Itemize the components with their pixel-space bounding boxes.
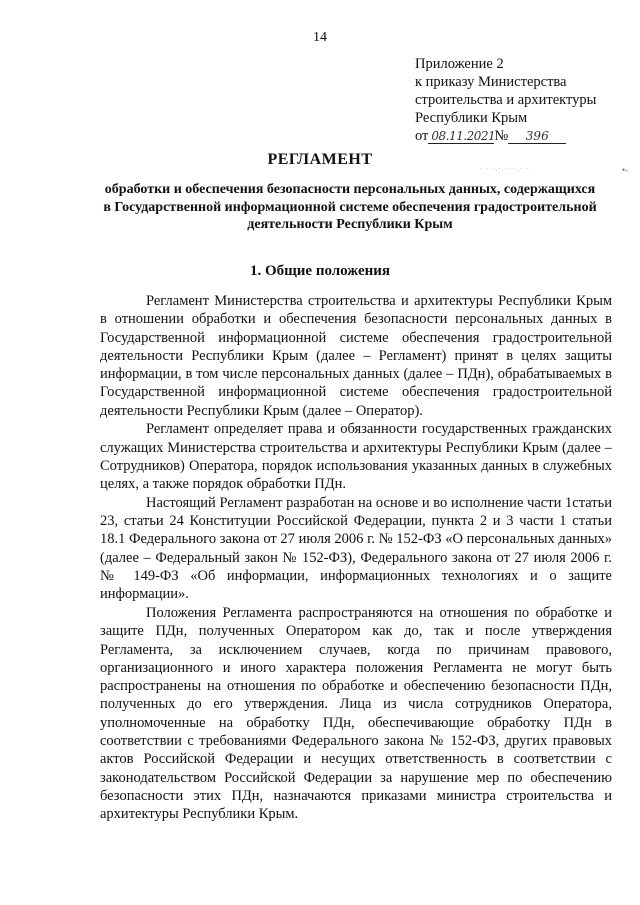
section-heading: 1. Общие положения [249, 263, 391, 279]
page-number: 14 [313, 30, 327, 45]
scan-artifact-edge: •- [622, 165, 629, 175]
appendix-line-4: Республики Крым [415, 110, 528, 126]
appendix-block [415, 55, 596, 145]
document-body [100, 292, 612, 824]
order-date: 08.11.2021 [428, 129, 494, 144]
appendix-line-2: к приказу Министерства [415, 74, 567, 90]
paragraph: Настоящий Регламент разработан на основе и во исполнение части 1статьи 23, статьи 24 Конституции Российской Федерации, пункта 2 и 3 части 1 статьи 18.1 Федерального закона от 27 июля 2006 г. № 152-ФЗ «О персональных данных» (далее – Федеральный закон № 152-ФЗ), Федерального закона от 27 июля 2006 г. № 149-ФЗ «Об информации, информационных технологиях и о защите информации». [100, 494, 612, 603]
paragraph: Регламент Министерства строительства и архитектуры Республики Крым в отношении обработки и обеспечения безопасности персональных данных в Государственной информационной системе обеспечения градостроительной деятельности Республики Крым (далее – Регламент) принят в целях защиты информации, в том числе персональных данных (далее – ПДн), обрабатываемых в Государственной информационной системе обеспечения градостроительной деятельности Республики Крым (далее – Оператор). [100, 293, 612, 419]
document-subtitle: обработки и обеспечения безопасности персональных данных, содержащихся в Государственной информационной системе обеспечения градостроительной деятельности Республики Крым [103, 182, 597, 232]
order-line [415, 127, 596, 145]
paragraph: Положения Регламента распространяются на отношения по обработке и защите ПДн, полученных Оператором как до, так и после утверждения Регламента, за исключением случаев, когда по причинам правового, организационного и иного характера положения Регламента не могут быть распространены на отношения по обработке и обеспечению безопасности ПДн, полученных до его утверждения. Лица из числа сотрудников Оператора, уполномоченные на обработку ПДн, обеспечивающие обработку ПДн в соответствии с требованиями Федерального закона № 152-ФЗ, других правовых актов Российской Федерации и несущих ответственность в соответствии с законодательством Российской Федерации за нарушение мер по обеспечению безопасности этих ПДн, назначаются приказами министра строительства и архитектуры Республики Крым. [100, 604, 612, 823]
document-title: РЕГЛАМЕНТ [267, 151, 373, 168]
order-number: 396 [508, 129, 566, 144]
paragraph: Регламент определяет права и обязанности государственных гражданских служащих Министерства строительства и архитектуры Республики Крым (далее – Сотрудников) Оператора, порядок использования указанных данных в служебных целях, а также порядок обработки ПДн. [100, 421, 612, 493]
order-number-label: № [494, 128, 509, 144]
appendix-line-1: Приложение 2 [415, 56, 504, 72]
appendix-line-3: строительства и архитектуры [415, 92, 597, 108]
scan-artifact: · · ·.·.·· ·.· ·. [480, 165, 532, 173]
order-from-label: от [415, 128, 429, 144]
